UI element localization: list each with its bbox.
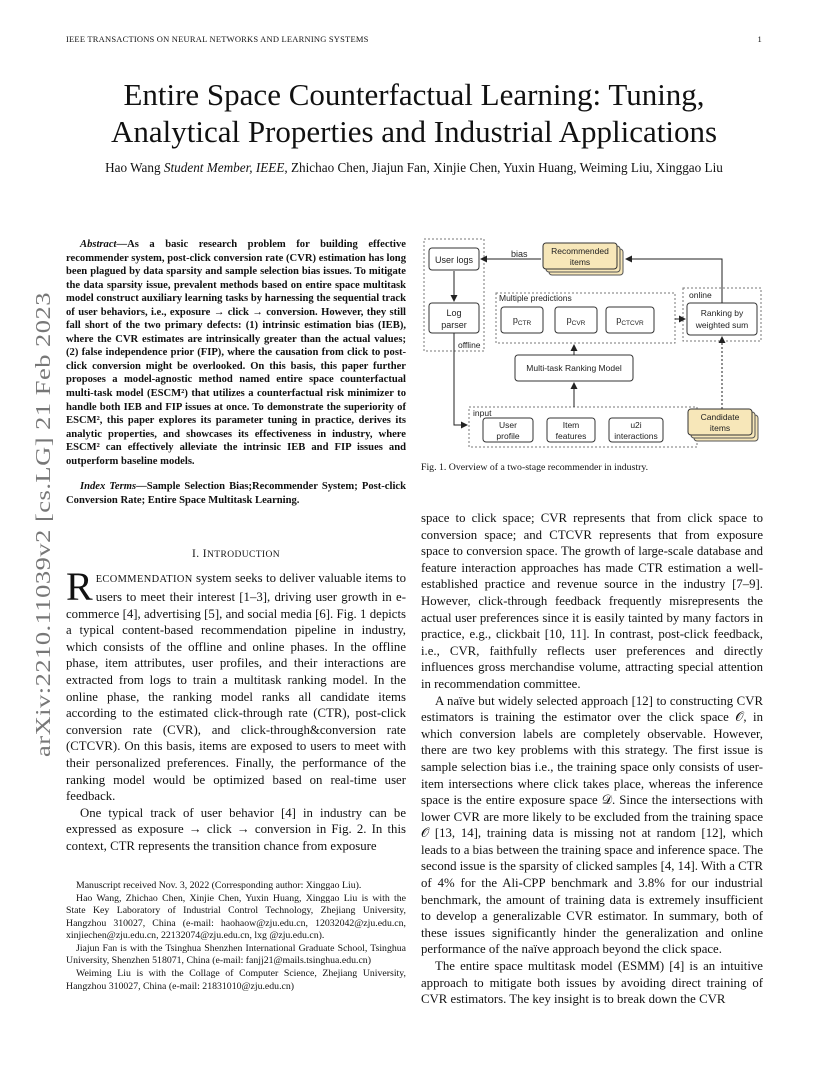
- u2i-label-2: interactions: [614, 431, 658, 441]
- right-paragraph-1: space to click space; CVR represents that from click space to conversion space; and CTCVR represents that from exposure space to conversion space. The growth of large-scale database and feature interaction approaches has made CTR estimation a well-established practice and revenue source in the industry [7–9]. However, click-through feedback frequently misrepresents the actual user preferences since it is easily tainted by many factors in practice, e.g., clickbait [10, 11]. In contrast, post-click feedback, i.e., CVR, faithfully reflects user preferences and directly influences gross merchandise volume, attracting special attention in recommendation committee.: [421, 511, 763, 691]
- ranking-label-1: Ranking by: [700, 308, 744, 318]
- abstract-lead: Abstract: [80, 239, 117, 250]
- recommended-label-2: items: [569, 257, 591, 267]
- user-logs-label: User logs: [434, 255, 474, 265]
- ranking-label-2: weighted sum: [695, 320, 749, 330]
- figure-caption: Fig. 1. Overview of a two-stage recommender in industry.: [421, 462, 649, 473]
- right-paragraph-3: The entire space multitask model (ESMM) [4] is an intuitive approach to mitigate both issues by avoiding direct training of CVR estimators. The key insight is to break down the CVR: [421, 959, 763, 1007]
- arxiv-id: arXiv:2210.11039v2 [cs.LG] 21 Feb 2023: [31, 387, 55, 757]
- left-column: [66, 238, 406, 854]
- online-label: online: [689, 290, 712, 300]
- section-numeral: I.: [191, 548, 200, 561]
- intro-paragraph-2: One typical track of user behavior [4] in industry can be expressed as exposure → click → conversion in Fig. 2. In this context, CTR represents the transition chance from exposure: [66, 805, 406, 853]
- index-terms-lead: Index Terms: [80, 481, 137, 493]
- footnote: Weiming Liu is with the Collage of Computer Science, Zhejiang University, Hangzhou 310027, China (e-mail: 21831010@zju.edu.cn): [66, 968, 406, 992]
- footnote: Jiajun Fan is with the Tsinghua Shenzhen International Graduate School, Tsinghua University, Shenzhen 518071, China (e-mail: fanjj21@mails.tsinghua.edu.cn): [66, 943, 406, 967]
- input-label: input: [473, 408, 492, 418]
- abstract: [66, 238, 406, 468]
- mtrm-label: Multi-task Ranking Model: [526, 363, 622, 373]
- title-line-2: Analytical Properties and Industrial Applications: [110, 114, 718, 149]
- log-parser-label-1: Log: [446, 308, 462, 318]
- offline-label: offline: [458, 340, 481, 350]
- candidate-label-1: Candidate: [700, 412, 740, 422]
- u2i-label-1: u2i: [630, 420, 642, 430]
- other-authors: , Zhichao Chen, Jiajun Fan, Xinjie Chen, Yuxin Huang, Weiming Liu, Xinggao Liu: [284, 160, 723, 175]
- title-line-1: Entire Space Counterfactual Learning: Tuning,: [123, 77, 705, 112]
- pipeline-diagram: [421, 237, 763, 452]
- figure-1: [421, 237, 763, 452]
- running-head: [66, 34, 762, 46]
- first-word: ECOMMENDATION: [95, 574, 193, 586]
- section-heading: [66, 548, 406, 560]
- footnote: Hao Wang, Zhichao Chen, Xinjie Chen, Yuxin Huang, Xinggao Liu is with the State Key Laboratory of Industrial Control Technology, Zhejiang University, Hangzhou 310027, China (e-mail: haohaow@zju.edu.cn, 12032042@zju.edu.cn, xinjiechen@zju.edu.cn, 22132074@zju.edu.cn, lxg @zju.edu.cn).: [66, 893, 406, 941]
- footnote: Manuscript received Nov. 3, 2022 (Corresponding author: Xinggao Liu).: [76, 880, 362, 891]
- user-profile-label-1: User: [499, 420, 517, 430]
- p-cvr-label: $p_{CVR}$: [566, 315, 586, 327]
- author-list: [62, 159, 766, 177]
- candidate-label-2: items: [709, 423, 731, 433]
- multiple-predictions-label: Multiple predictions: [499, 293, 572, 303]
- p-ctcvr-label: $p_{CTCVR}$: [616, 315, 644, 327]
- arxiv-stamp: [22, 290, 62, 760]
- index-terms: [66, 480, 406, 507]
- page-number: 1: [757, 34, 762, 44]
- user-profile-label-2: profile: [496, 431, 520, 441]
- intro-paragraph-1: [66, 564, 406, 804]
- recommended-label-1: Recommended: [551, 246, 609, 256]
- bias-label: bias: [511, 249, 528, 259]
- index-terms-text: —Sample Selection Bias;Recommender System; Post-click Conversion Rate; Entire Space Multitask Learning.: [66, 481, 406, 506]
- section-rest: NTRODUCTION: [207, 550, 281, 561]
- item-features-label-1: Item: [562, 420, 580, 430]
- abstract-text: —As a basic research problem for building effective recommender system, post-click conversion rate (CVR) estimation has long been plagued by data sparsity and sample selection bias issues. To mitigate the data sparsity issue, prevalent methods based on entire space multitask model construct auxiliary learning tasks by harnessing the sequential track of user behaviors, i.e., exposure → click → conversion. However, they still fall short of the two primary defects: (1) intrinsic estimation bias (IEB), where the CVR estimates are intrinsically greater than the actual values; (2) false independence prior (FIP), where the causation from click to post-click conversion might be overlooked. On this basis, this paper further proposes a model-agnostic method named entire space counterfactual multi-task model (ESCM²) that utilizes a counterfactual risk minimizer to handle both IEB and FIP issues at once. To demonstrate the superiority of ESCM², this paper explores its parameter tuning in practice, derives its analytic properties, and showcases its effectiveness in industry, where ESCM² can effectively alleviate the intrinsic IEB and FIP issues and outperform baseline models.: [66, 239, 406, 467]
- first-author: Hao Wang: [105, 160, 161, 175]
- first-author-role: Student Member, IEEE: [163, 160, 285, 175]
- log-parser-label-2: parser: [441, 320, 467, 330]
- intro-p1-text: system seeks to deliver valuable items to users to meet their interest [1–3], driving user growth in e-commerce [4], advertising [5], and social media [6]. Fig. 1 depicts a typical content-based recommendation pipeline in industry, which consists of the offline and online phases. In the offline phase, item attributes, user profiles, and their interactions are extracted from logs to train a multitask ranking model. In the online phase, the ranking model ranks all candidate items according to the estimated click-through rate (CTR), post-click conversion rate (CVR), and click-through&conversion rate (CTCVR). On this basis, items are exposed to users to meet with their personalized preferences. Finally, the performance of the ranking model would be optimized based on real-time user feedback.: [66, 571, 406, 804]
- footnotes: [66, 880, 406, 994]
- drop-cap: R: [66, 564, 93, 610]
- item-features-label-2: features: [555, 431, 587, 441]
- journal-name: IEEE TRANSACTIONS ON NEURAL NETWORKS AND LEARNING SYSTEMS: [66, 34, 369, 44]
- section-cap: I: [202, 548, 207, 561]
- right-paragraph-2: A naïve but widely selected approach [12] to constructing CVR estimators is training the estimator over the click space 𝒪, in which conversion labels are completely observable. However, there are two key problems with this strategy. The first issue is sample selection bias i.e., the training space only consists of user-item intersections where click takes place, whereas the inference space is the entire exposure space 𝒟. Since the intersections with lower CVR are more likely to be excluded from the training space 𝒪 [13, 14], training data is missing not at random [12], which leads to a bias between the training space and inference space. The second issue is the sparsity of clicked samples [4, 14]. With a CTR of 4% for the Ali-CPP benchmark and 3.8% for our industrial benchmark, the amount of training data is extremely insufficient to develop a generalizable CVR estimator. In summary, both of these issues significantly hinder the generalization and online performance of the naïve approach beyond the click space.: [421, 693, 763, 957]
- paper-title: [60, 76, 768, 150]
- right-column-text: [421, 510, 763, 1008]
- p-ctr-label: $p_{CTR}$: [512, 315, 532, 327]
